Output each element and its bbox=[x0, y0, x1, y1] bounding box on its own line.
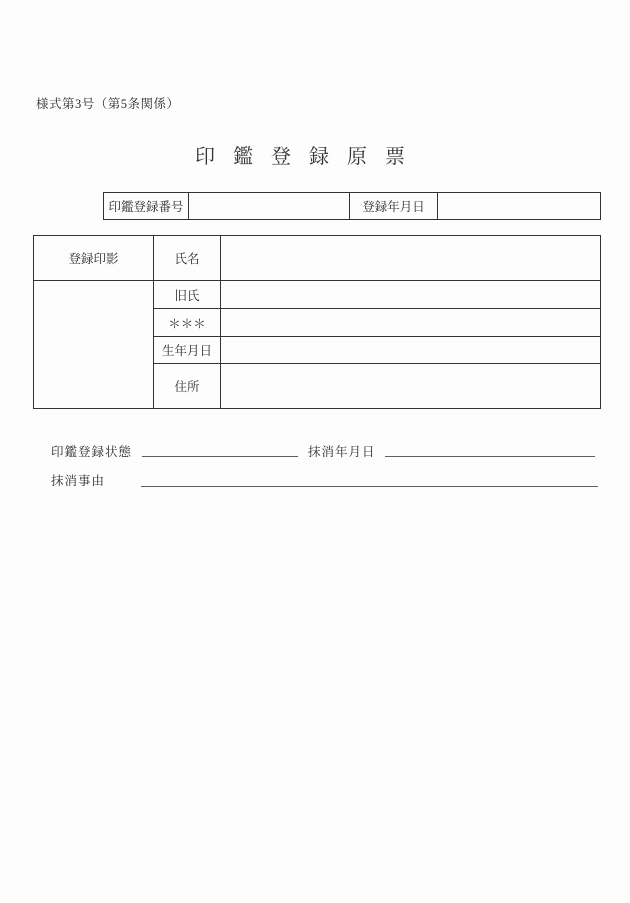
seal-registration-status-blank bbox=[142, 456, 298, 457]
table-row bbox=[34, 281, 601, 309]
erasure-date-label: 抹消年月日 bbox=[308, 445, 376, 459]
erasure-date-blank bbox=[385, 456, 595, 457]
birthdate-value bbox=[221, 337, 601, 364]
registration-date-value bbox=[438, 193, 601, 220]
registration-number-label: 印鑑登録番号 bbox=[104, 193, 189, 220]
address-label: 住所 bbox=[154, 364, 221, 409]
registration-number-table bbox=[103, 192, 601, 220]
former-surname-label: 旧氏 bbox=[154, 281, 221, 309]
page-title: 印鑑登録原票 bbox=[195, 146, 423, 168]
registration-date-label: 登録年月日 bbox=[350, 193, 438, 220]
former-surname-value bbox=[221, 281, 601, 309]
form-number-note: 様式第3号（第5条関係） bbox=[36, 97, 180, 111]
birthdate-label: 生年月日 bbox=[154, 337, 221, 364]
masked-field-value bbox=[221, 309, 601, 337]
person-info-table bbox=[33, 235, 601, 409]
name-value bbox=[221, 236, 601, 281]
seal-impression-header: 登録印影 bbox=[34, 236, 154, 281]
registration-number-row bbox=[104, 193, 601, 220]
name-label: 氏名 bbox=[154, 236, 221, 281]
seal-impression-area bbox=[34, 281, 154, 409]
erasure-reason-blank bbox=[141, 486, 598, 487]
erasure-reason-label: 抹消事由 bbox=[51, 474, 106, 488]
table-row bbox=[34, 236, 601, 281]
address-value bbox=[221, 364, 601, 409]
masked-field-label: ＊＊＊ bbox=[154, 309, 221, 337]
registration-number-value bbox=[189, 193, 350, 220]
seal-registration-status-label: 印鑑登録状態 bbox=[51, 445, 133, 459]
